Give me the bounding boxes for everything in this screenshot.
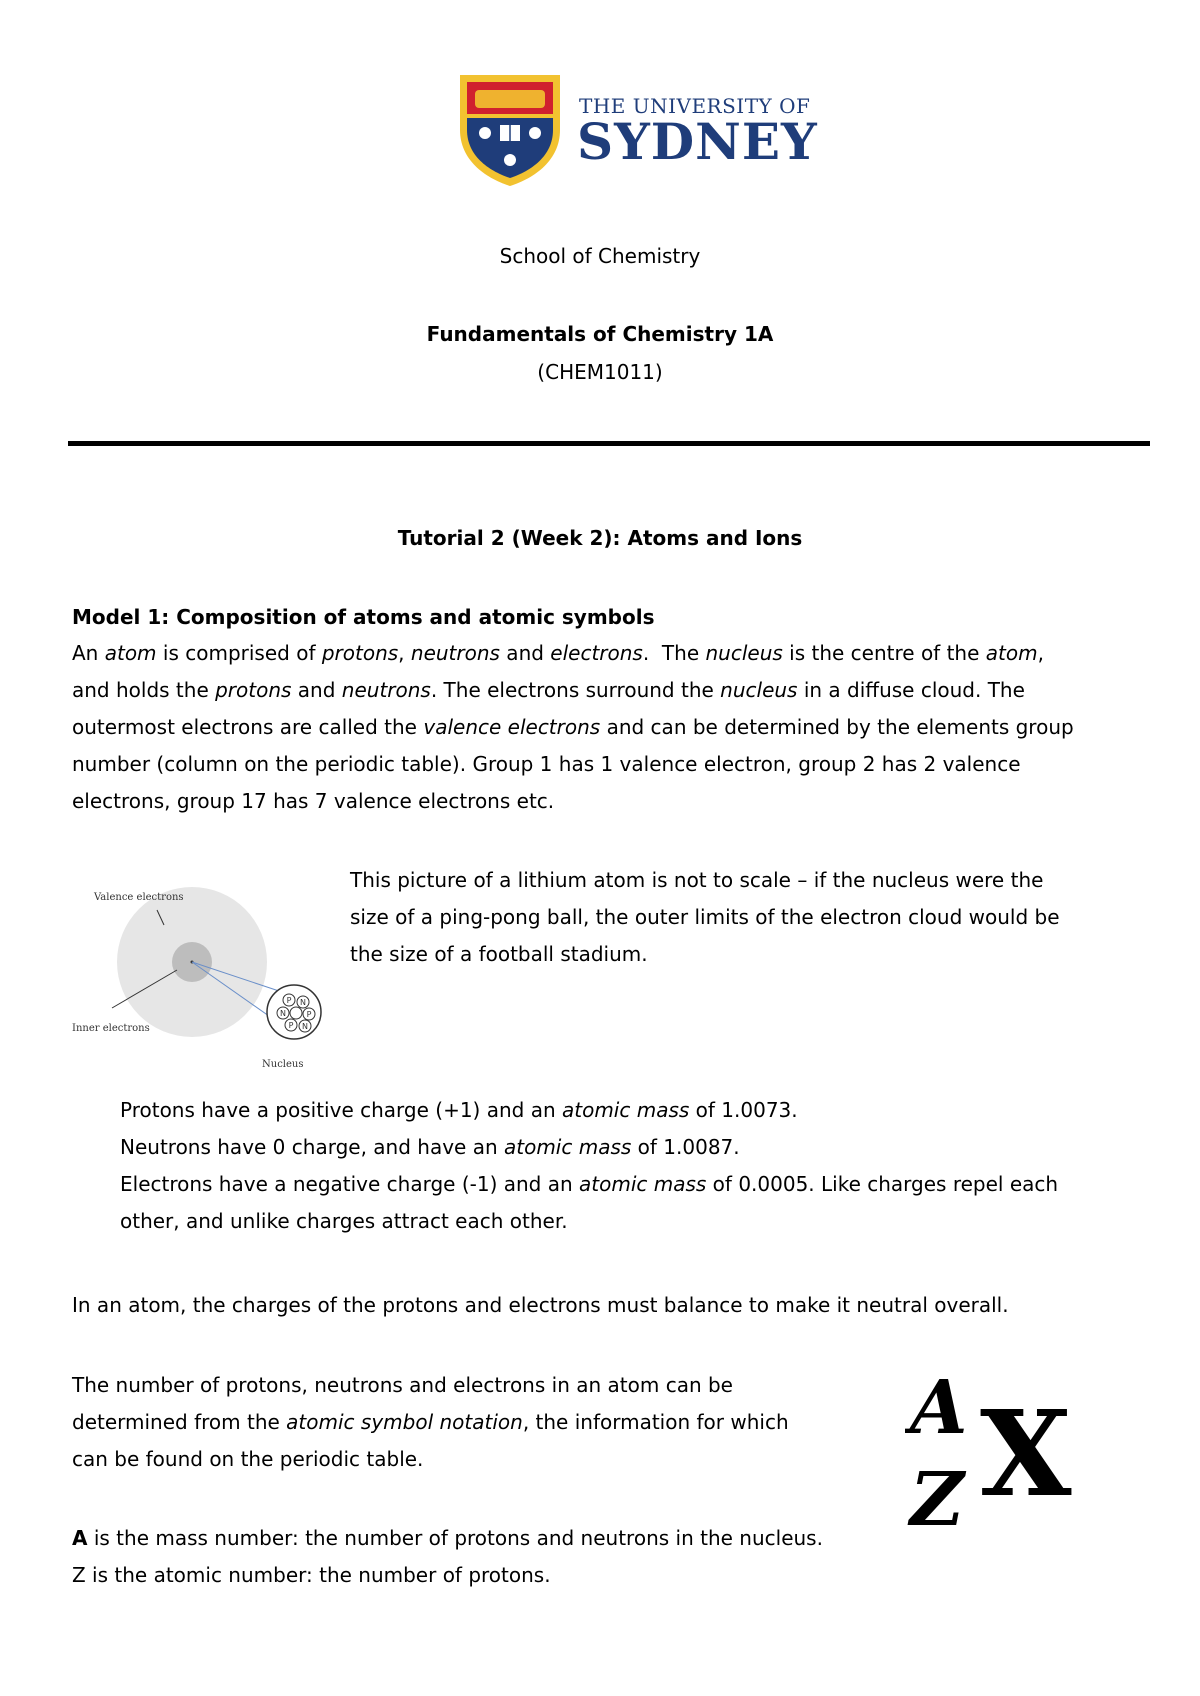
atomic-number-symbol: Z <box>910 1457 965 1543</box>
notation-line-1: The number of protons, neutrons and electrons in an atom can be <box>72 1373 733 1397</box>
particle-4: P <box>306 1010 312 1019</box>
particle-6: N <box>302 1022 308 1031</box>
intro-line-1: An atom is comprised of protons, neutrons and electrons. The nucleus is the centre of the atom, <box>72 641 1044 665</box>
definition-a: A is the mass number: the number of protons and neutrons in the nucleus. <box>72 1526 823 1550</box>
university-logo <box>455 70 818 190</box>
notation-paragraph <box>72 1367 872 1478</box>
neutrons-line: Neutrons have 0 charge, and have an atomic mass of 1.0087. <box>120 1135 740 1159</box>
element-symbol: X <box>980 1384 1072 1523</box>
nucleus-label: Nucleus <box>262 1059 304 1070</box>
picture-line-3: the size of a football stadium. <box>350 942 648 966</box>
particle-2: N <box>300 998 306 1007</box>
intro-line-3: outermost electrons are called the valence electrons and can be determined by the elements group <box>72 715 1074 739</box>
picture-description <box>350 862 1170 973</box>
course-title: Fundamentals of Chemistry 1A <box>426 322 774 346</box>
logo-line-2: SYDNEY <box>577 112 818 171</box>
notation-line-2: determined from the atomic symbol notation, the information for which <box>72 1410 789 1434</box>
inner-label: Inner electrons <box>72 1023 150 1034</box>
particle-5: P <box>288 1021 294 1030</box>
valence-label: Valence electrons <box>94 892 184 903</box>
electrons-line: Electrons have a negative charge (-1) and an atomic mass of 0.0005. Like charges repel each <box>120 1172 1059 1196</box>
logo-line-1: THE UNIVERSITY OF <box>579 94 811 118</box>
header-divider <box>68 441 1150 446</box>
definition-z: Z is the atomic number: the number of protons. <box>72 1563 551 1587</box>
intro-line-4: number (column on the periodic table). Group 1 has 1 valence electron, group 2 has 2 valence <box>72 752 1021 776</box>
tutorial-title: Tutorial 2 (Week 2): Atoms and Ions <box>397 526 803 550</box>
picture-line-1: This picture of a lithium atom is not to scale – if the nucleus were the <box>350 868 1044 892</box>
particle-3: N <box>280 1009 286 1018</box>
charges-note: other, and unlike charges attract each other. <box>120 1209 568 1233</box>
lithium-atom-diagram <box>72 870 342 1070</box>
mass-number-symbol: A <box>910 1365 968 1451</box>
notation-line-3: can be found on the periodic table. <box>72 1447 424 1471</box>
intro-line-5: electrons, group 17 has 7 valence electrons etc. <box>72 789 555 813</box>
university-crest-icon <box>455 70 565 190</box>
intro-paragraph <box>72 635 1162 820</box>
course-code: (CHEM1011) <box>537 360 663 384</box>
protons-line: Protons have a positive charge (+1) and an atomic mass of 1.0073. <box>120 1098 798 1122</box>
intro-line-2: and holds the protons and neutrons. The electrons surround the nucleus in a diffuse cloud. The <box>72 678 1025 702</box>
definitions <box>72 1520 1162 1594</box>
model-heading: Model 1: Composition of atoms and atomic symbols <box>72 605 655 629</box>
particle-1: P <box>286 996 292 1005</box>
azx-symbol-svg <box>905 1355 1090 1545</box>
atomic-symbol-notation <box>905 1355 1090 1545</box>
school-name: School of Chemistry <box>499 244 701 268</box>
picture-line-2: size of a ping-pong ball, the outer limits of the electron cloud would be <box>350 905 1060 929</box>
atom-diagram-svg <box>72 870 342 1070</box>
balance-statement: In an atom, the charges of the protons and electrons must balance to make it neutral overall. <box>72 1293 1009 1317</box>
charges-list <box>120 1092 1160 1240</box>
